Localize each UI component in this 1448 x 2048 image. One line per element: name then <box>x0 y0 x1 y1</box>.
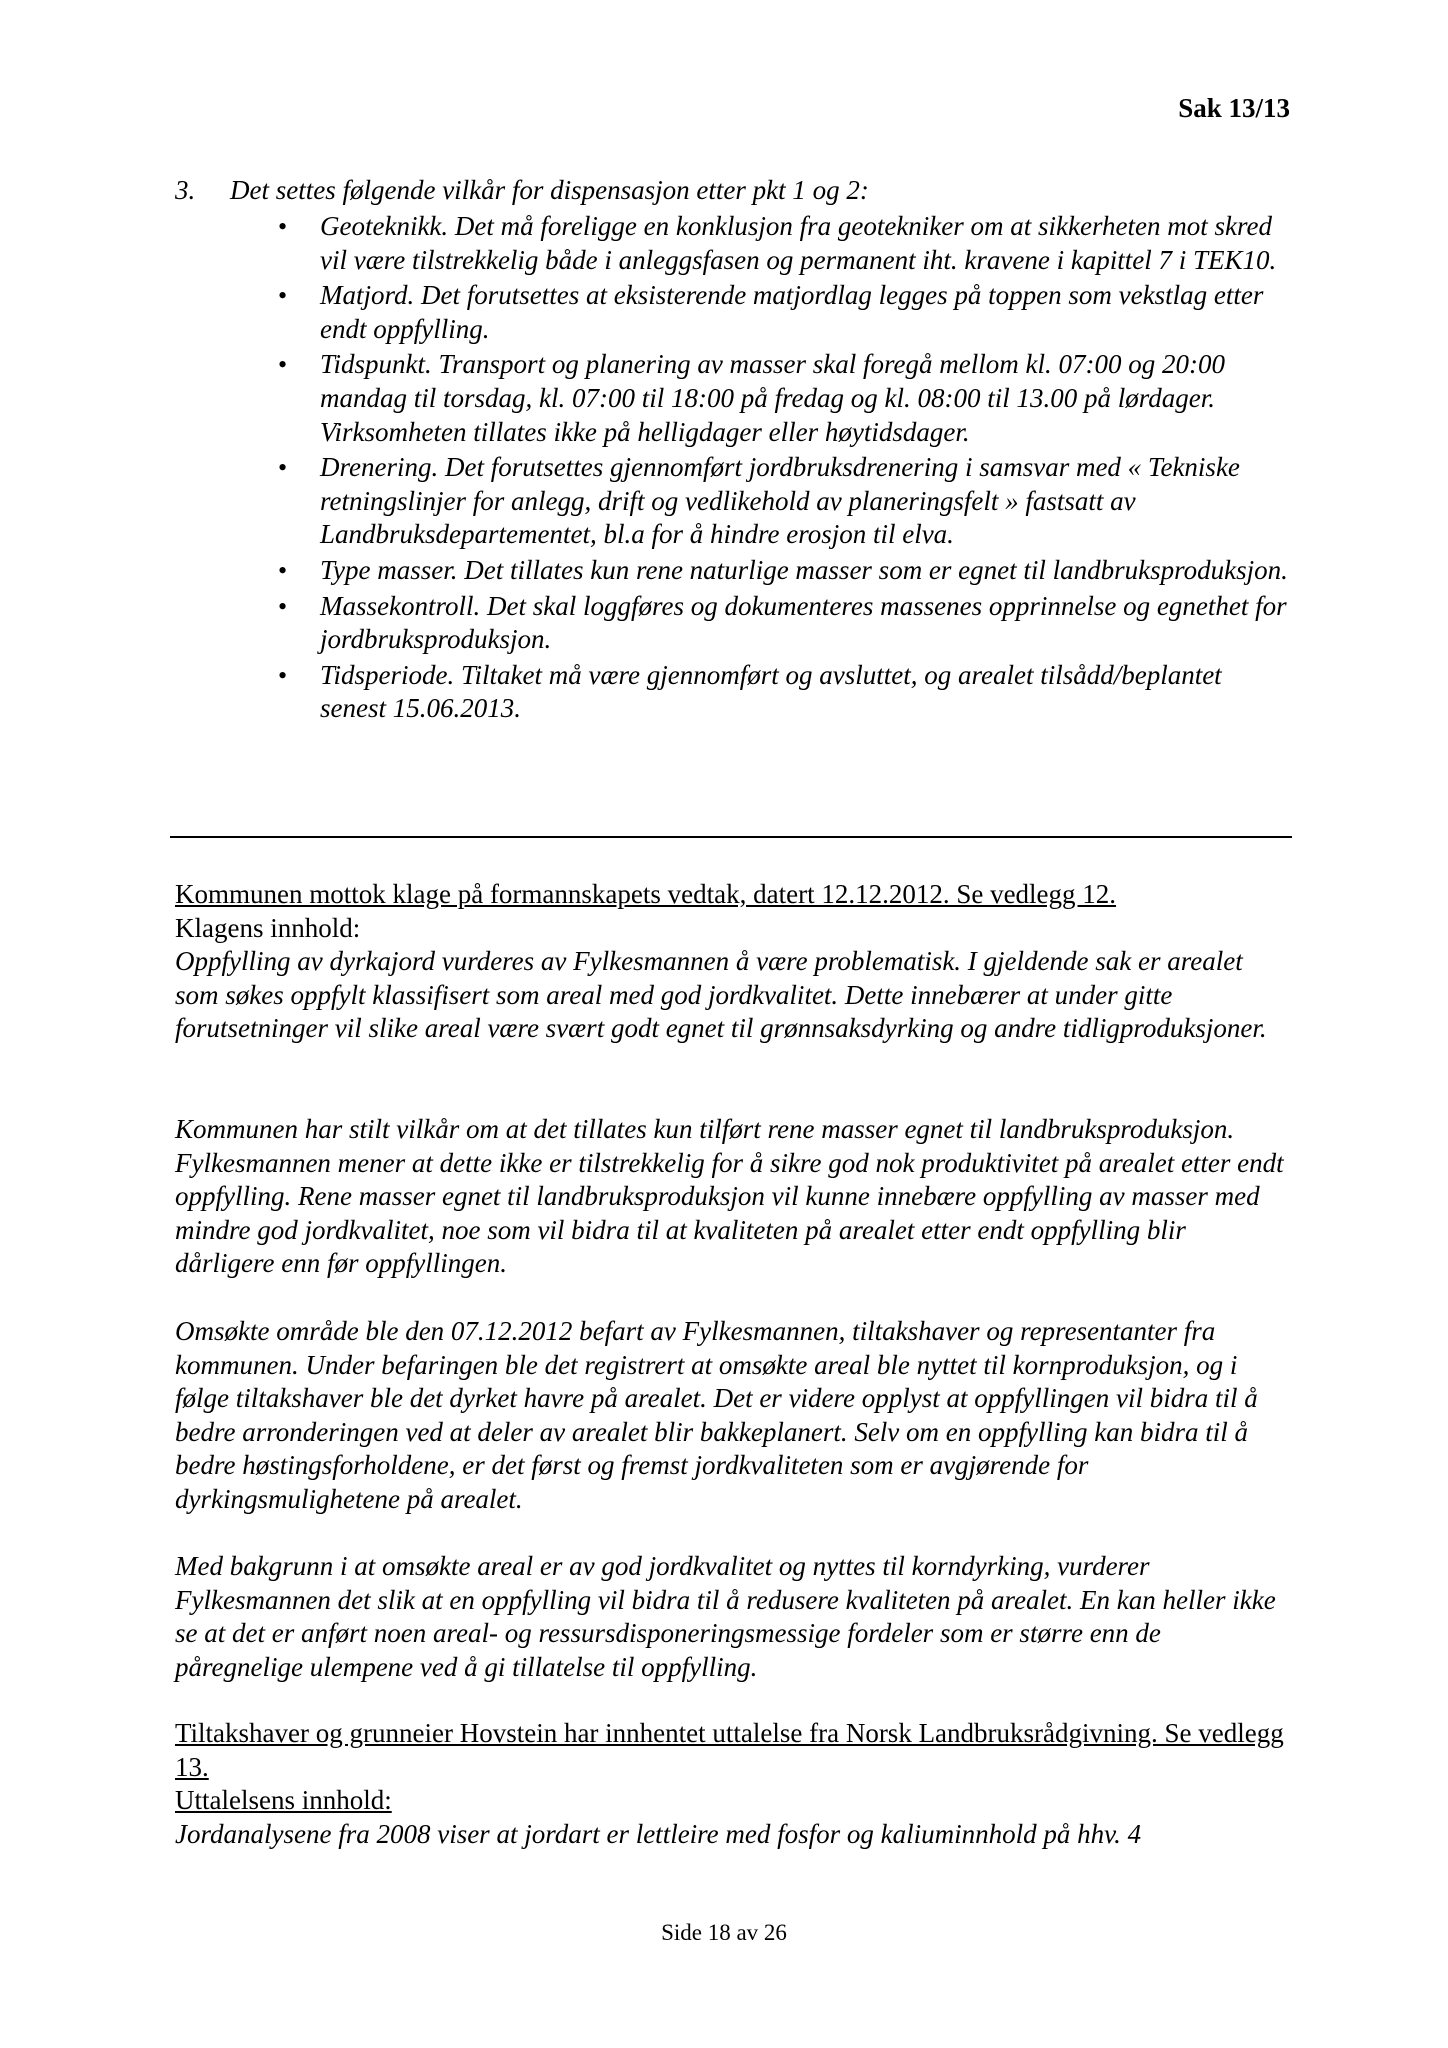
condition-item-massekontroll: • Massekontroll. Det skal loggføres og dokumenteres massenes opprinnelse og egnethet for jordbruksproduksjon. <box>278 590 1290 657</box>
complaint-heading: Kommunen mottok klage på formannskapets vedtak, datert 12.12.2012. Se vedlegg 12. <box>175 879 1117 909</box>
complaint-paragraph-1: Oppfylling av dyrkajord vurderes av Fylkesmannen å være problematisk. I gjeldende sak er arealet som søkes oppfylt klassifisert som areal med god jordkvalitet. Dette innebærer at under gitte forutsetninger vil slike areal være svært godt egnet til grønnsaksdyrking og andre tidligproduksjoner. <box>175 946 1267 1044</box>
complaint-paragraph-4: Med bakgrunn i at omsøkte areal er av god jordkvalitet og nyttes til korndyrking, vurderer Fylkesmannen det slik at en oppfylling vil bidra til å redusere kvaliteten på arealet. En kan heller ikke se at det er anført noen areal- og ressursdisponeringsmessige fordeler som er større enn de påregnelige ulempene ved å gi tillatelse til oppfylling. <box>175 1551 1276 1682</box>
statement-heading: Tiltakshaver og grunneier Hovstein har innhentet uttalelse fra Norsk Landbruksrådgivning. Se vedlegg 13. <box>175 1718 1284 1782</box>
conditions-number: 3. <box>175 175 196 205</box>
condition-item-geoteknikk: • Geoteknikk. Det må foreligge en konklusjon fra geotekniker om at sikkerheten mot skred vil være tilstrekkelig både i anleggsfasen og permanent iht. kravene i kapittel 7 i TEK10. <box>278 210 1290 277</box>
condition-item-tidsperiode: • Tidsperiode. Tiltaket må være gjennomført og avsluttet, og arealet tilsådd/beplantet senest 15.06.2013. <box>278 659 1290 726</box>
statement-content-label: Uttalelsens innhold: <box>175 1785 392 1816</box>
condition-item-tidspunkt: • Tidspunkt. Transport og planering av masser skal foregå mellom kl. 07:00 og 20:00 mandag til torsdag, kl. 07:00 til 18:00 på fredag og kl. 08:00 til 13.00 på lørdager. Virksomheten tillates ikke på helligdager eller høytidsdager. <box>278 348 1290 449</box>
complaint-paragraph-2: Kommunen har stilt vilkår om at det tillates kun tilført rene masser egnet til landbruksproduksjon. Fylkesmannen mener at dette ikke er tilstrekkelig for å sikre god nok produktivitet på arealet etter endt oppfylling. Rene masser egnet til landbruksproduksjon vil kunne innebære oppfylling av masser med mindre god jordkvalitet, noe som vil bidra til at kvaliteten på arealet etter endt oppfylling blir dårligere enn før oppfyllingen. <box>175 1114 1284 1279</box>
condition-item-drenering: • Drenering. Det forutsettes gjennomført jordbruksdrenering i samsvar med « Tekniske retningslinjer for anlegg, drift og vedlikehold av planeringsfelt » fastsatt av Landbruksdepartementet, bl.a for å hindre erosjon til elva. <box>278 451 1290 552</box>
conditions-list <box>278 210 1290 728</box>
conditions-intro-text: Det settes følgende vilkår for dispensasjon etter pkt 1 og 2: <box>230 175 869 205</box>
complaint-content-label: Klagens innhold: <box>175 912 361 943</box>
page-number: Side 18 av 26 <box>661 1920 787 1945</box>
statement-first-line: Jordanalysene fra 2008 viser at jordart er lettleire med fosfor og kaliuminnhold på hhv. 4 <box>175 1818 1142 1849</box>
statement-section <box>175 1717 1290 1851</box>
complaint-section <box>175 878 1290 1046</box>
case-number: Sak 13/13 <box>1178 93 1290 123</box>
complaint-paragraph-3: Omsøkte område ble den 07.12.2012 befart av Fylkesmannen, tiltakshaver og representanter fra kommunen. Under befaringen ble det registrert at omsøkte areal ble nyttet til kornproduksjon, og i følge tiltakshaver ble det dyrket havre på arealet. Det er videre opplyst at oppfyllingen vil bidra til å bedre arronderingen ved at deler av arealet blir bakkeplanert. Selv om en oppfylling kan bidra til å bedre høstingsforholdene, er det først og fremst jordkvaliteten som er avgjørende for dyrkingsmulighetene på arealet. <box>175 1316 1258 1514</box>
conditions-intro <box>175 174 869 208</box>
condition-item-type-masser: • Type masser. Det tillates kun rene naturlige masser som er egnet til landbruksproduksjon. <box>278 554 1290 588</box>
condition-item-matjord: • Matjord. Det forutsettes at eksisterende matjordlag legges på toppen som vekstlag etter endt oppfylling. <box>278 279 1290 346</box>
section-divider <box>170 836 1292 838</box>
